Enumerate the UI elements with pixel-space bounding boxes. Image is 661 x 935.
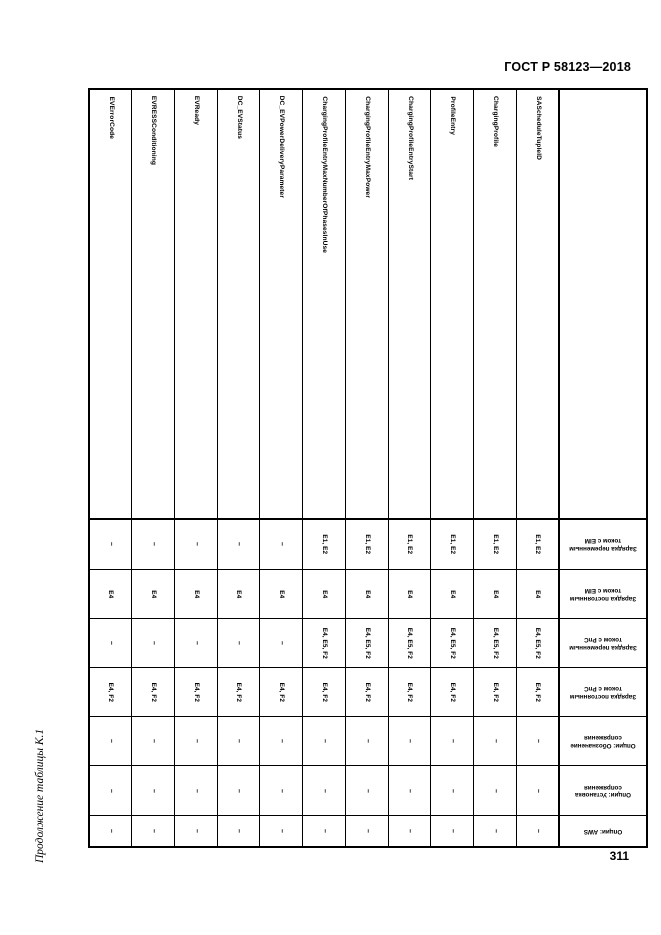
table-row xyxy=(89,766,647,815)
cell-value: – xyxy=(491,739,499,744)
data-cell xyxy=(303,766,346,815)
cell-value: E4, F2 xyxy=(192,682,200,702)
cell-value: – xyxy=(534,739,542,744)
cell-value: – xyxy=(406,828,414,833)
data-cell xyxy=(260,619,303,668)
cell-value: – xyxy=(150,641,158,646)
data-cell xyxy=(474,668,517,717)
cell-value: – xyxy=(235,542,243,547)
cell-value: – xyxy=(150,788,158,793)
cell-value: – xyxy=(406,739,414,744)
data-cell xyxy=(345,569,388,618)
data-cell xyxy=(345,519,388,569)
parameter-cell xyxy=(516,89,559,519)
cell-value: – xyxy=(278,641,286,646)
data-cell xyxy=(345,619,388,668)
requirements-table xyxy=(88,88,648,848)
cell-value: E1, E2 xyxy=(491,534,499,555)
cell-value: E1, E2 xyxy=(406,534,414,555)
row-label: Зарядка переменным током с EIM xyxy=(569,537,637,552)
cell-value: E1, E2 xyxy=(534,534,542,555)
row-label: Зарядка переменным током с PnC xyxy=(569,636,637,651)
cell-value: E1, E2 xyxy=(448,534,456,555)
cell-value: – xyxy=(363,739,371,744)
data-cell xyxy=(388,519,431,569)
data-cell xyxy=(303,717,346,766)
table-caption: Продолжение таблицы К.1 xyxy=(34,728,46,863)
page-number: 311 xyxy=(609,849,629,863)
row-label-cell xyxy=(559,815,647,847)
parameters-row-label-cell xyxy=(559,89,647,519)
cell-value: – xyxy=(321,788,329,793)
data-cell xyxy=(303,815,346,847)
data-cell xyxy=(260,668,303,717)
parameter-cell xyxy=(132,89,175,519)
data-cell xyxy=(516,519,559,569)
parameter-cell xyxy=(303,89,346,519)
cell-value: – xyxy=(107,788,115,793)
table-row xyxy=(89,619,647,668)
cell-value: E4 xyxy=(363,589,371,598)
data-cell xyxy=(388,766,431,815)
parameter-cell xyxy=(217,89,260,519)
parameter-name: ChargingProfile xyxy=(492,96,500,147)
data-cell xyxy=(217,619,260,668)
cell-value: – xyxy=(150,739,158,744)
cell-value: – xyxy=(192,788,200,793)
table-inner xyxy=(88,88,648,848)
cell-value: – xyxy=(363,788,371,793)
data-cell xyxy=(474,717,517,766)
cell-value: – xyxy=(235,828,243,833)
row-label: Опции: AWS xyxy=(583,827,623,835)
row-label-cell xyxy=(559,569,647,618)
cell-value: E4, F2 xyxy=(491,682,499,702)
cell-value: – xyxy=(192,542,200,547)
data-cell xyxy=(89,766,132,815)
data-cell xyxy=(303,519,346,569)
data-cell xyxy=(516,815,559,847)
cell-value: E4 xyxy=(406,589,414,598)
data-cell xyxy=(89,815,132,847)
cell-value: E4 xyxy=(235,589,243,598)
data-cell xyxy=(217,668,260,717)
cell-value: E4, E5, F2 xyxy=(320,627,328,659)
data-cell xyxy=(388,815,431,847)
parameter-name: ChargingProfileEntryMaxPower xyxy=(363,96,371,198)
data-cell xyxy=(132,619,175,668)
data-cell xyxy=(516,668,559,717)
cell-value: – xyxy=(150,542,158,547)
cell-value: – xyxy=(107,739,115,744)
data-cell xyxy=(89,519,132,569)
standard-header: ГОСТ Р 58123—2018 xyxy=(504,60,631,74)
cell-value: E4, E5, F2 xyxy=(491,627,499,659)
cell-value: – xyxy=(363,828,371,833)
parameter-cell xyxy=(175,89,218,519)
parameter-name: EVErrorCode xyxy=(107,96,115,139)
cell-value: – xyxy=(406,788,414,793)
data-cell xyxy=(175,815,218,847)
data-cell xyxy=(474,569,517,618)
row-label: Опции: Обозначение сопряжения xyxy=(570,734,636,749)
data-cell xyxy=(516,766,559,815)
row-label: Зарядка постоянным током с EIM xyxy=(569,586,637,602)
cell-value: – xyxy=(449,788,457,793)
data-cell xyxy=(175,766,218,815)
data-cell xyxy=(260,815,303,847)
data-cell xyxy=(345,766,388,815)
row-label: Опции: Установка сопряжения xyxy=(575,783,631,799)
cell-value: – xyxy=(449,828,457,833)
cell-value: E4 xyxy=(534,589,542,598)
parameter-name: ProfileEntry xyxy=(449,96,457,135)
cell-value: E1, E2 xyxy=(320,534,328,555)
parameter-name: DC_EVStatus xyxy=(235,96,243,140)
data-cell xyxy=(516,569,559,618)
table-row xyxy=(89,519,647,569)
cell-value: E4 xyxy=(320,589,328,598)
cell-value: E4 xyxy=(491,589,499,598)
parameter-name: SAScheduleTupleID xyxy=(534,96,542,160)
table-row xyxy=(89,668,647,717)
cell-value: – xyxy=(107,641,115,646)
data-cell xyxy=(516,619,559,668)
data-cell xyxy=(345,717,388,766)
data-cell xyxy=(217,766,260,815)
data-cell xyxy=(474,766,517,815)
parameter-name: ChargingProfileEntryStart xyxy=(406,96,414,180)
data-cell xyxy=(89,569,132,618)
cell-value: – xyxy=(192,828,200,833)
data-cell xyxy=(132,717,175,766)
data-cell xyxy=(345,815,388,847)
data-cell xyxy=(175,619,218,668)
data-cell xyxy=(474,619,517,668)
cell-value: – xyxy=(534,828,542,833)
data-cell xyxy=(260,717,303,766)
cell-value: – xyxy=(235,641,243,646)
data-cell xyxy=(217,815,260,847)
row-label-cell xyxy=(559,668,647,717)
data-cell xyxy=(132,569,175,618)
data-cell xyxy=(431,766,474,815)
table-row xyxy=(89,717,647,766)
data-cell xyxy=(303,668,346,717)
data-cell xyxy=(388,569,431,618)
data-cell xyxy=(217,569,260,618)
row-label-cell xyxy=(559,619,647,668)
data-cell xyxy=(303,569,346,618)
cell-value: E4 xyxy=(278,589,286,598)
cell-value: E4, E5, F2 xyxy=(534,627,542,659)
parameter-cell xyxy=(89,89,132,519)
cell-value: – xyxy=(278,788,286,793)
data-cell xyxy=(132,668,175,717)
data-cell xyxy=(175,668,218,717)
cell-value: – xyxy=(107,542,115,547)
data-cell xyxy=(132,766,175,815)
data-cell xyxy=(388,717,431,766)
data-cell xyxy=(345,668,388,717)
data-cell xyxy=(431,815,474,847)
cell-value: E4 xyxy=(149,589,157,598)
data-cell xyxy=(388,668,431,717)
data-cell xyxy=(431,717,474,766)
cell-value: – xyxy=(491,788,499,793)
cell-value: – xyxy=(534,788,542,793)
data-cell xyxy=(474,815,517,847)
cell-value: E4, F2 xyxy=(278,682,286,702)
parameter-cell xyxy=(474,89,517,519)
cell-value: – xyxy=(321,828,329,833)
data-cell xyxy=(431,668,474,717)
parameter-cell xyxy=(431,89,474,519)
parameter-cell xyxy=(260,89,303,519)
data-cell xyxy=(431,519,474,569)
parameter-cell xyxy=(388,89,431,519)
row-label-cell xyxy=(559,717,647,766)
data-cell xyxy=(474,519,517,569)
cell-value: E4, F2 xyxy=(107,682,115,702)
cell-value: E4, E5, F2 xyxy=(363,627,371,659)
cell-value: E1, E2 xyxy=(363,534,371,555)
cell-value: E4 xyxy=(192,589,200,598)
cell-value: E4, F2 xyxy=(320,682,328,702)
table-row xyxy=(89,815,647,847)
cell-value: E4 xyxy=(448,589,456,598)
table-row xyxy=(89,569,647,618)
cell-value: – xyxy=(192,641,200,646)
cell-value: – xyxy=(235,788,243,793)
data-cell xyxy=(431,569,474,618)
data-cell xyxy=(89,668,132,717)
data-cell xyxy=(89,619,132,668)
data-cell xyxy=(132,815,175,847)
data-cell xyxy=(260,519,303,569)
cell-value: – xyxy=(192,739,200,744)
data-cell xyxy=(175,717,218,766)
cell-value: – xyxy=(278,542,286,547)
row-label: Зарядка постоянным током с PnC xyxy=(569,685,637,700)
data-cell xyxy=(132,519,175,569)
parameter-name: DC_EVPowerDeliveryParameter xyxy=(278,96,286,199)
cell-value: E4, F2 xyxy=(235,682,243,702)
cell-value: E4, F2 xyxy=(363,682,371,702)
table-row-parameters xyxy=(89,89,647,519)
data-cell xyxy=(217,519,260,569)
data-cell xyxy=(89,717,132,766)
data-cell xyxy=(388,619,431,668)
data-cell xyxy=(260,569,303,618)
cell-value: – xyxy=(449,739,457,744)
cell-value: – xyxy=(235,739,243,744)
data-cell xyxy=(260,766,303,815)
cell-value: – xyxy=(321,739,329,744)
cell-value: E4, F2 xyxy=(534,682,542,702)
parameter-name: EVRESSConditioning xyxy=(150,96,158,166)
cell-value: E4, F2 xyxy=(149,682,157,702)
row-label-cell xyxy=(559,766,647,815)
parameter-cell xyxy=(345,89,388,519)
parameter-name: ChargingProfileEntryMaxNumberOfPhasesInUse xyxy=(321,96,329,253)
cell-value: – xyxy=(278,739,286,744)
table-rotated-wrapper xyxy=(88,88,648,848)
cell-value: E4, F2 xyxy=(448,682,456,702)
cell-value: – xyxy=(150,828,158,833)
data-cell xyxy=(516,717,559,766)
cell-value: – xyxy=(278,828,286,833)
cell-value: E4 xyxy=(107,589,115,598)
table-body xyxy=(89,89,647,847)
cell-value: E4, E5, F2 xyxy=(448,627,456,659)
data-cell xyxy=(175,569,218,618)
cell-value: E4, E5, F2 xyxy=(406,627,414,659)
data-cell xyxy=(303,619,346,668)
cell-value: E4, F2 xyxy=(406,682,414,702)
parameter-name: EVReady xyxy=(193,96,201,126)
data-cell xyxy=(217,717,260,766)
data-cell xyxy=(431,619,474,668)
data-cell xyxy=(175,519,218,569)
row-label-cell xyxy=(559,519,647,569)
cell-value: – xyxy=(107,828,115,833)
cell-value: – xyxy=(491,828,499,833)
